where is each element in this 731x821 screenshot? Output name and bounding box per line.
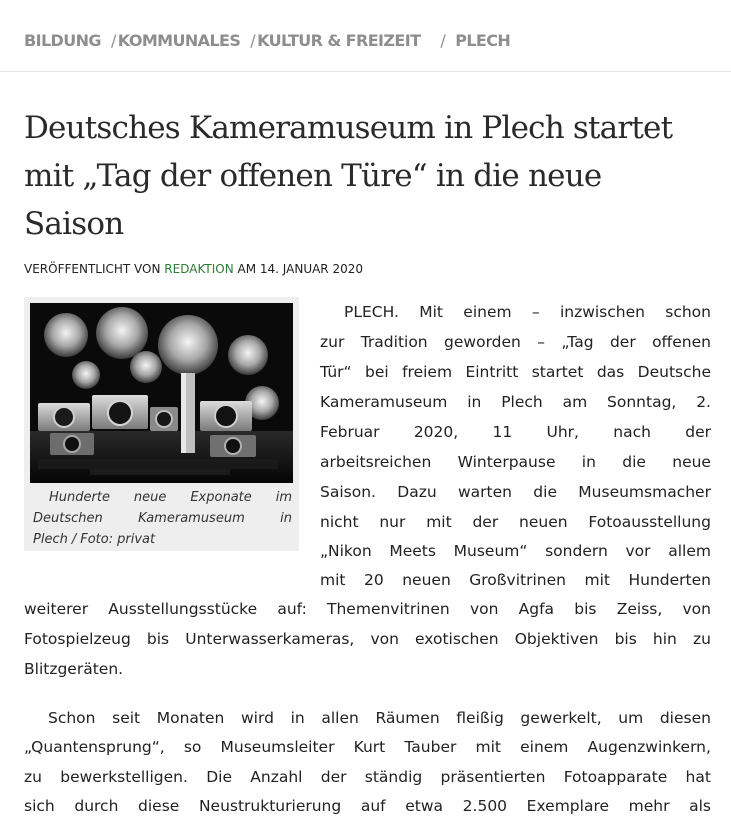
paragraph-1-word: Zeiss,	[616, 600, 663, 618]
caption-word: Foto:	[80, 532, 114, 547]
paragraph-2-word: durch	[74, 797, 119, 815]
paragraph-1-word: neuen	[519, 513, 568, 531]
paragraph-2-line	[24, 732, 711, 762]
breadcrumb-plech[interactable]: PLECH	[455, 30, 511, 50]
paragraph-2-line	[48, 703, 711, 733]
paragraph-2-word: als	[689, 797, 711, 815]
paragraph-1-word: der	[472, 513, 499, 531]
paragraph-1-word: „Nikon	[320, 542, 372, 560]
paragraph-1-word: schon	[665, 303, 711, 321]
publish-date: 14. JANUAR 2020	[259, 262, 364, 276]
paragraph-2-word: etwa	[405, 797, 444, 815]
paragraph-2-word: um	[618, 709, 644, 727]
paragraph-1-line	[320, 357, 711, 387]
paragraph-1-word: auf:	[277, 600, 307, 618]
paragraph-1-word: Tür“	[320, 363, 352, 381]
paragraph-2-line	[24, 762, 711, 792]
caption-word: im	[275, 490, 292, 505]
paragraph-2-word: einem	[520, 738, 569, 756]
paragraph-1-word: neuen	[402, 571, 451, 589]
header-divider	[0, 71, 731, 72]
paragraph-2-word: Räumen	[375, 709, 440, 727]
paragraph-2-word: gewerkelt,	[520, 709, 602, 727]
paragraph-2-word: der	[320, 768, 347, 786]
caption-word: Kameramuseum	[138, 511, 245, 526]
camera-collection-photo[interactable]	[30, 303, 293, 483]
paragraph-1-word: weiterer	[24, 600, 89, 618]
paragraph-1-word: Blitzgeräten.	[24, 660, 124, 678]
breadcrumb-kultur-freizeit[interactable]: KULTUR & FREIZEIT	[257, 30, 421, 50]
paragraph-1-word: „Tag	[561, 333, 594, 351]
paragraph-2-word: allen	[321, 709, 359, 727]
paragraph-1-word: Eintritt	[465, 363, 519, 381]
paragraph-1-word: Ausstellungsstücke	[108, 600, 258, 618]
paragraph-1-word: Kameramuseum	[320, 393, 448, 411]
paragraph-1-word: Hunderten	[628, 571, 711, 589]
paragraph-2-word: bewerkstelligen.	[60, 768, 188, 786]
paragraph-1-word: Museum“	[453, 542, 528, 560]
paragraph-1-word: Uhr,	[546, 423, 579, 441]
paragraph-1-word: mit	[584, 571, 610, 589]
paragraph-1-word: bei	[364, 363, 389, 381]
caption-word: Plech	[33, 532, 68, 547]
paragraph-2-word: Schon	[48, 709, 96, 727]
paragraph-1-word: bis	[146, 630, 170, 648]
paragraph-1-word: –	[537, 333, 546, 351]
paragraph-2-word: mehr	[628, 797, 670, 815]
paragraph-2-word: diese	[138, 797, 180, 815]
paragraph-2-word: auf	[360, 797, 386, 815]
paragraph-1-line	[320, 327, 711, 357]
paragraph-2-word: Monaten	[156, 709, 225, 727]
paragraph-1-word: Saison.	[320, 483, 376, 501]
paragraph-1-word: inzwischen	[559, 303, 645, 321]
paragraph-1-word: warten	[457, 483, 512, 501]
figure-caption	[33, 487, 292, 550]
paragraph-2-word: Augenzwinkern,	[587, 738, 711, 756]
caption-word: Exponate	[190, 490, 252, 505]
caption-word: Hunderte	[49, 490, 110, 505]
paragraph-1-word: Museumsmacher	[578, 483, 711, 501]
paragraph-1-word: der	[609, 333, 636, 351]
paragraph-2-word: Neustrukturierung	[198, 797, 342, 815]
paragraph-2-word: diesen	[659, 709, 711, 727]
paragraph-1-word: hin	[652, 630, 677, 648]
paragraph-2-word: ständig	[364, 768, 423, 786]
paragraph-1-line	[320, 536, 711, 566]
published-prefix: VERÖFFENTLICHT VON	[24, 262, 161, 276]
paragraph-1-word: Fotospielzeug	[24, 630, 131, 648]
paragraph-1-word: Februar	[320, 423, 380, 441]
paragraph-1-word: von	[370, 630, 399, 648]
caption-word: in	[280, 511, 292, 526]
article-title-line: Saison	[24, 206, 124, 242]
paragraph-1-line	[320, 387, 711, 417]
paragraph-1-line	[344, 297, 711, 327]
paragraph-1-word: Plech	[501, 393, 543, 411]
paragraph-1-word: Großvitrinen	[469, 571, 566, 589]
paragraph-1-word: vor	[625, 542, 651, 560]
paragraph-1-word: geworden	[444, 333, 521, 351]
paragraph-1-word: 2020,	[413, 423, 459, 441]
caption-line	[33, 508, 292, 529]
paragraph-1-word: Meets	[389, 542, 436, 560]
paragraph-1-word: Themenvitrinen	[327, 600, 450, 618]
paragraph-1-word: das	[596, 363, 625, 381]
article-figure	[24, 297, 299, 551]
paragraph-1-word: Deutsche	[637, 363, 711, 381]
paragraph-2-word: seit	[112, 709, 141, 727]
paragraph-1-word: 11	[492, 423, 513, 441]
paragraph-1-word: am	[562, 393, 588, 411]
breadcrumb-separator: /	[440, 30, 446, 50]
paragraph-1-word: Objektiven	[514, 630, 599, 648]
paragraph-2-word: Kurt	[353, 738, 386, 756]
caption-line	[33, 529, 292, 550]
paragraph-1-word: zu	[692, 630, 711, 648]
paragraph-1-line	[24, 624, 711, 654]
paragraph-1-line	[24, 594, 711, 624]
paragraph-2-word: in	[290, 709, 305, 727]
paragraph-1-word: Sonntag,	[607, 393, 677, 411]
paragraph-2-word: 2.500	[462, 797, 508, 815]
paragraph-1-word: offenen	[652, 333, 711, 351]
author-link[interactable]: REDAKTION	[164, 262, 234, 276]
paragraph-1-word: einem	[463, 303, 512, 321]
paragraph-1-word: Fotoausstellung	[588, 513, 711, 531]
paragraph-2-word: fleißig	[456, 709, 504, 727]
paragraph-2-word: zu	[24, 768, 42, 786]
caption-word: privat	[117, 532, 156, 547]
paragraph-1-word: bis	[574, 600, 597, 618]
breadcrumb	[24, 29, 510, 51]
paragraph-1-word: die	[533, 483, 557, 501]
paragraph-2-word: „Quantensprung“,	[24, 738, 165, 756]
article-title-line: mit „Tag der offenen Türe“ in die neue	[24, 158, 602, 194]
paragraph-2-word: sich	[24, 797, 55, 815]
paragraph-1-word: bis	[614, 630, 637, 648]
breadcrumb-separator: /	[110, 30, 116, 50]
paragraph-1-word: freiem	[402, 363, 453, 381]
breadcrumb-bildung[interactable]: BILDUNG	[24, 30, 101, 50]
breadcrumb-kommunales[interactable]: KOMMUNALES	[117, 30, 241, 50]
paragraph-1-word: 2.	[696, 393, 711, 411]
paragraph-1-word: in	[467, 393, 482, 411]
paragraph-2-word: Museumsleiter	[220, 738, 335, 756]
paragraph-1-word: Mit	[419, 303, 443, 321]
paragraph-1-word: die	[622, 453, 646, 471]
paragraph-2-line	[24, 791, 711, 821]
article-title-line: Deutsches Kameramuseum in Plech startet	[24, 110, 673, 146]
paragraph-1-line	[320, 565, 711, 595]
caption-word: Deutschen	[33, 511, 103, 526]
paragraph-1-word: allem	[668, 542, 711, 560]
paragraph-2-word: mit	[475, 738, 501, 756]
paragraph-1-word: von	[469, 600, 499, 618]
paragraph-1-word: von	[682, 600, 711, 618]
paragraph-1-word: der	[685, 423, 711, 441]
paragraph-1-line	[320, 507, 711, 537]
article-title	[24, 104, 724, 248]
paragraph-1-line	[320, 417, 711, 447]
article-meta	[24, 261, 363, 277]
paragraph-2-word: wird	[241, 709, 274, 727]
date-prefix: AM	[237, 262, 257, 276]
paragraph-1-word: Unterwasserkameras,	[185, 630, 355, 648]
paragraph-2-word: präsentierten	[440, 768, 546, 786]
paragraph-1-word: PLECH.	[344, 303, 399, 321]
paragraph-1-word: in	[581, 453, 596, 471]
paragraph-1-word: startet	[531, 363, 584, 381]
paragraph-2-word: Anzahl	[250, 768, 303, 786]
paragraph-2-word: Tauber	[404, 738, 457, 756]
paragraph-1-word: 20	[363, 571, 384, 589]
paragraph-1-word: arbeitsreichen	[320, 453, 432, 471]
paragraph-1-word: Dazu	[397, 483, 437, 501]
caption-word: /	[71, 532, 77, 547]
paragraph-1-word: exotischen	[415, 630, 499, 648]
breadcrumb-separator: /	[250, 30, 256, 50]
paragraph-2-word: Fotoapparate	[563, 768, 668, 786]
paragraph-1-line	[24, 654, 123, 684]
paragraph-1-word: Winterpause	[457, 453, 556, 471]
paragraph-1-word: Agfa	[518, 600, 555, 618]
paragraph-1-word: mit	[320, 571, 346, 589]
paragraph-2-word: so	[183, 738, 202, 756]
paragraph-2-word: Die	[206, 768, 232, 786]
paragraph-1-word: zur	[320, 333, 345, 351]
paragraph-1-word: nach	[613, 423, 651, 441]
paragraph-1-word: nicht	[320, 513, 359, 531]
paragraph-1-word: Tradition	[360, 333, 428, 351]
paragraph-2-word: hat	[685, 768, 711, 786]
paragraph-1-line	[320, 447, 711, 477]
paragraph-1-word: neue	[672, 453, 711, 471]
caption-word: neue	[133, 490, 167, 505]
paragraph-1-word: mit	[426, 513, 452, 531]
paragraph-1-word: nur	[379, 513, 406, 531]
caption-line	[33, 487, 292, 508]
camera-collection-illustration	[30, 303, 293, 483]
paragraph-1-word: sondern	[545, 542, 608, 560]
paragraph-1-line	[320, 477, 711, 507]
paragraph-2-word: Exemplare	[526, 797, 610, 815]
paragraph-1-word: –	[531, 303, 540, 321]
